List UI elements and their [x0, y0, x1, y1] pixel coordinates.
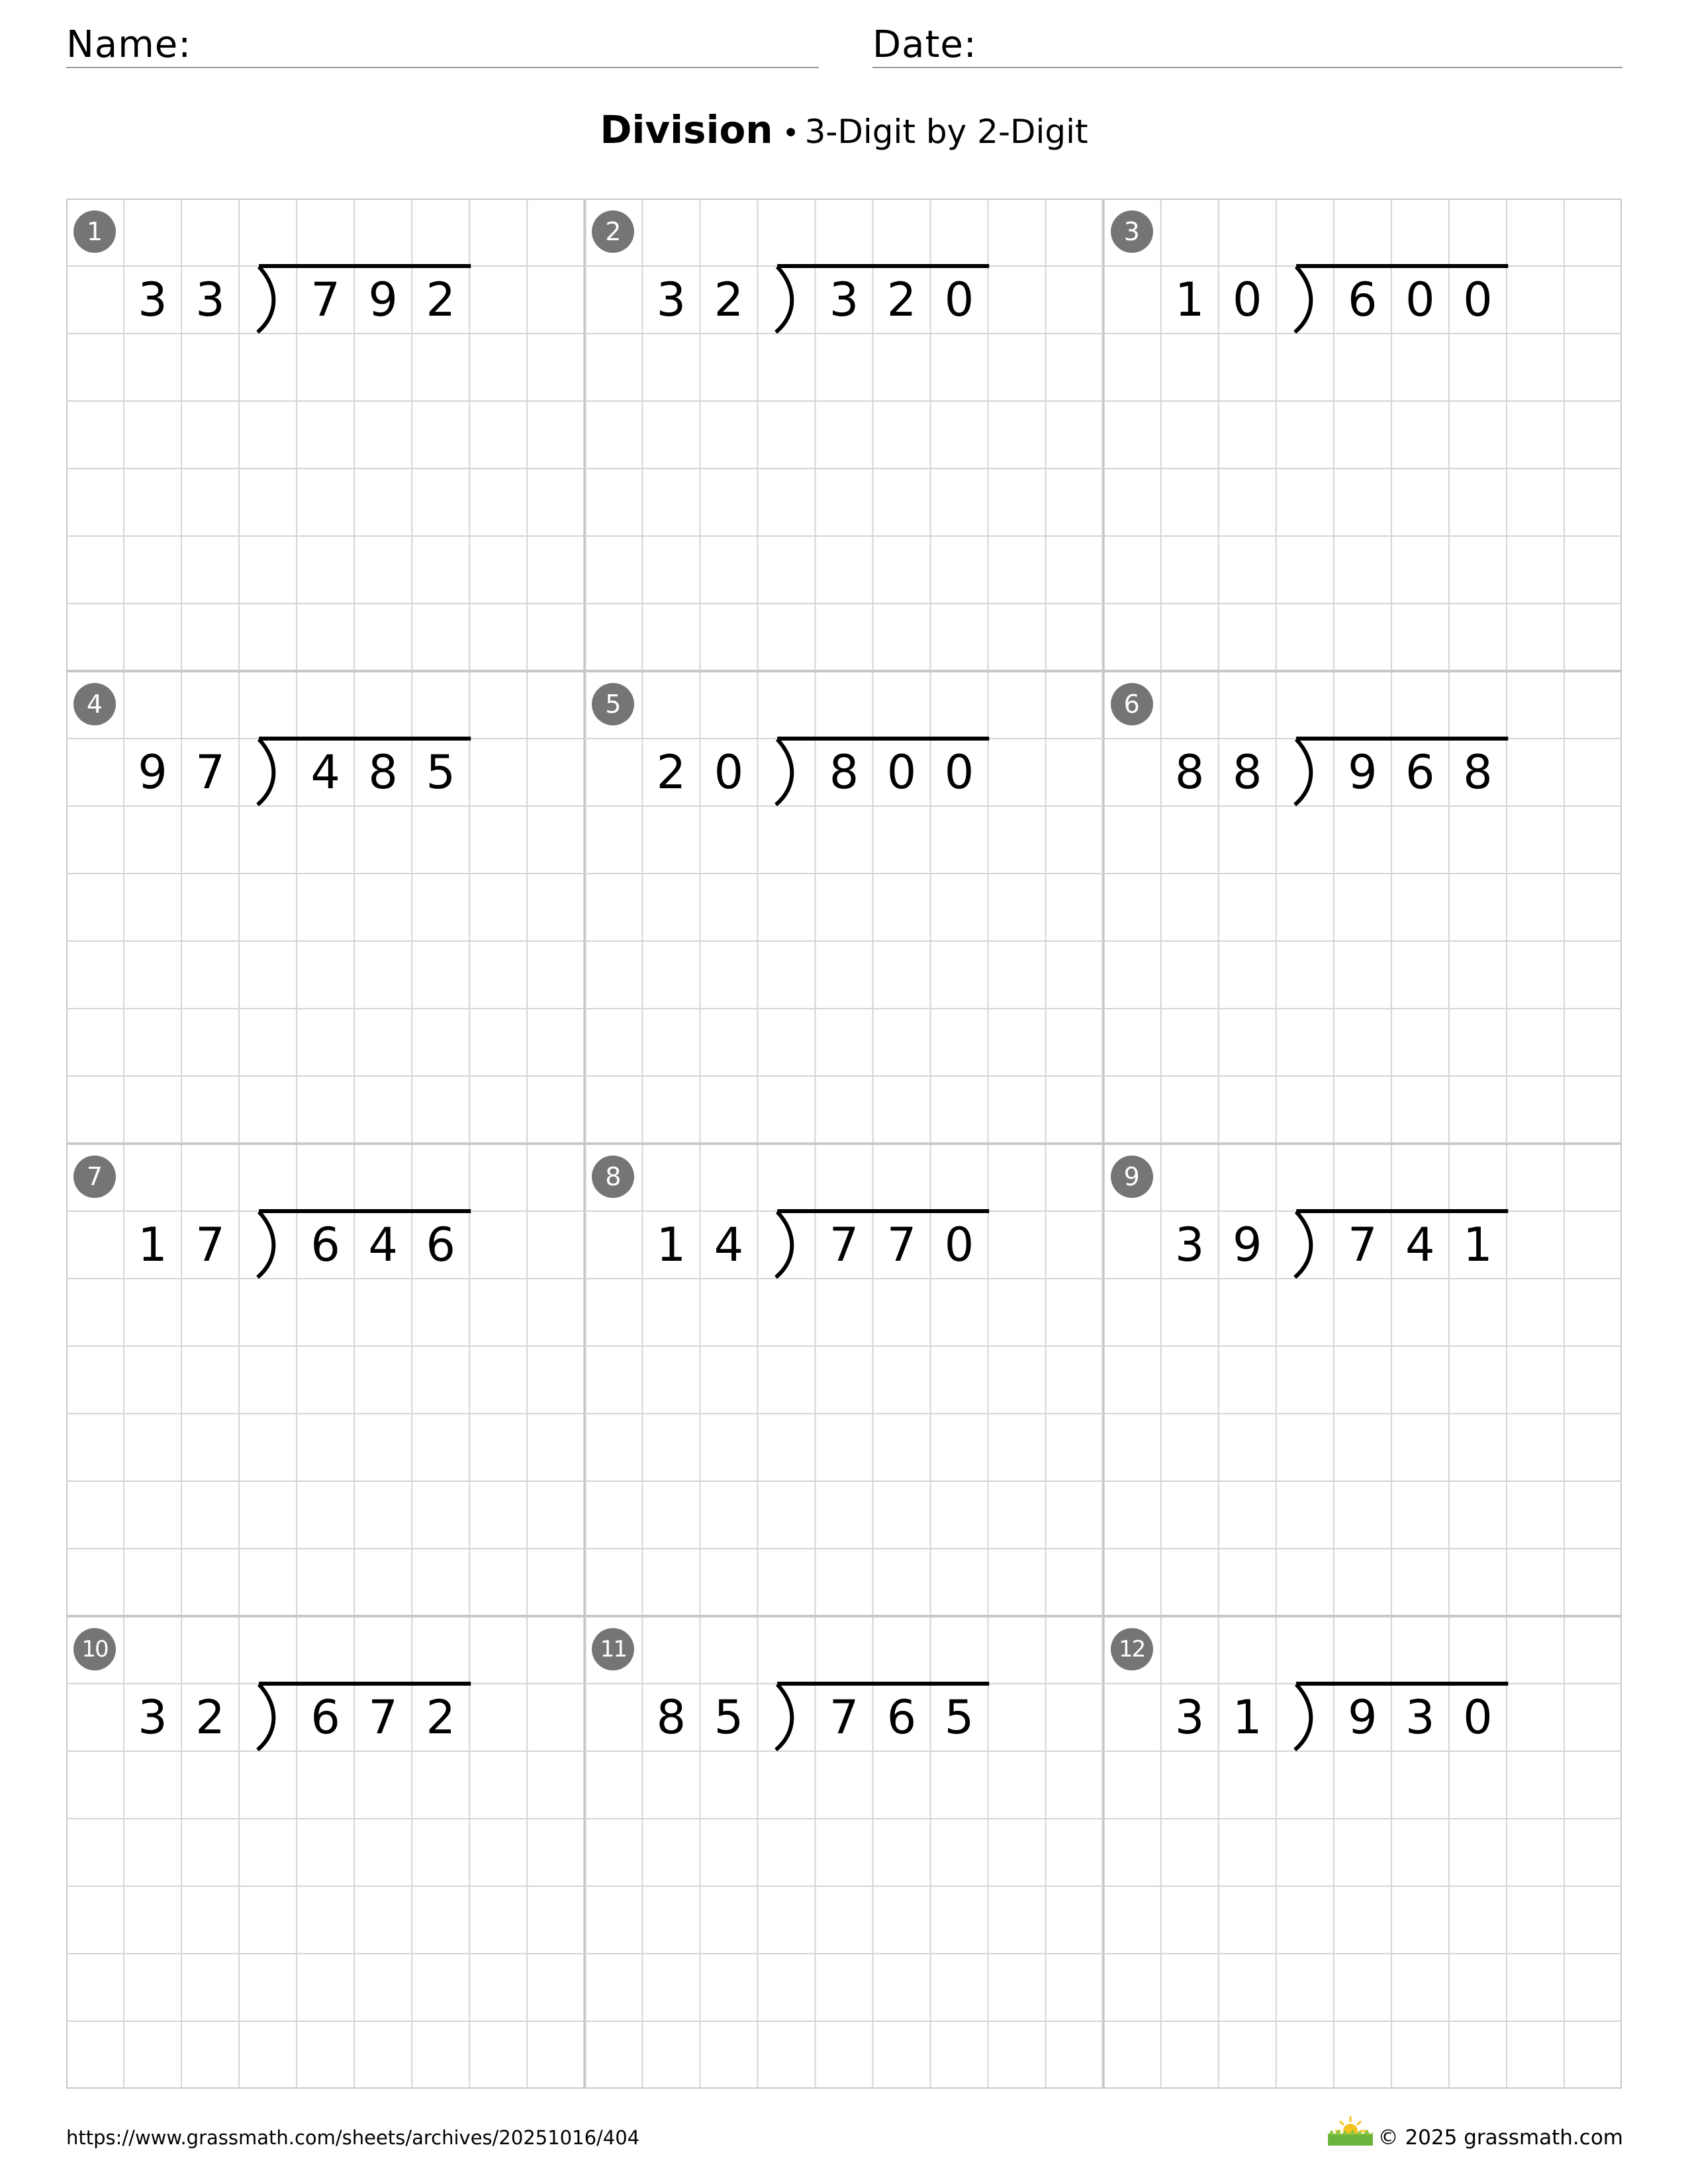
- divisor-digit: 0: [714, 745, 744, 799]
- dividend-digit: 5: [944, 1690, 974, 1745]
- dividend-digit: 3: [1405, 1690, 1435, 1745]
- problem-number-badge: 3: [1111, 210, 1153, 253]
- problem-number-badge: 5: [592, 683, 634, 725]
- dividend-digit: 2: [886, 273, 917, 327]
- name-line[interactable]: [66, 67, 819, 68]
- problem-number-badge: 6: [1111, 683, 1153, 725]
- problem-10: [66, 1616, 585, 2089]
- footer-copyright: © 2025 grassmath.com: [1378, 2126, 1623, 2150]
- divisor-digit: 9: [1232, 1218, 1262, 1272]
- dividend-digit: 6: [310, 1690, 340, 1745]
- problem-number-badge: 9: [1111, 1156, 1153, 1198]
- dividend-digit: 1: [1463, 1218, 1493, 1272]
- problem-5: [585, 671, 1103, 1144]
- problem-12: [1103, 1616, 1622, 2089]
- divisor-digit: 1: [1174, 273, 1205, 327]
- dividend-digit: 6: [886, 1690, 917, 1745]
- dividend-digit: 7: [368, 1690, 398, 1745]
- bracket-curve: [1295, 1212, 1311, 1277]
- dividend-digit: 0: [944, 1218, 974, 1272]
- problem-grid: [66, 199, 1622, 2089]
- dividend-digit: 6: [310, 1218, 340, 1272]
- divisor-digit: 3: [195, 273, 225, 327]
- divisor-digit: 3: [1174, 1690, 1205, 1745]
- dividend-digit: 9: [1348, 745, 1378, 799]
- division-bracket: [66, 1144, 585, 1289]
- division-bracket: [66, 1616, 585, 1762]
- bracket-curve: [1295, 739, 1311, 805]
- date-line[interactable]: [872, 67, 1622, 68]
- divisor-digit: 8: [1232, 745, 1262, 799]
- divisor-digit: 3: [1174, 1218, 1205, 1272]
- dividend-digit: 0: [1463, 1690, 1493, 1745]
- dividend-digit: 5: [426, 745, 455, 799]
- division-bracket: [585, 671, 1103, 817]
- problem-number-badge: 11: [592, 1628, 634, 1670]
- problem-7: [66, 1144, 585, 1616]
- bracket-curve: [1295, 267, 1311, 332]
- dividend-digit: 8: [829, 745, 859, 799]
- problem-9: [1103, 1144, 1622, 1616]
- division-bracket: [585, 199, 1103, 344]
- division-bracket: [66, 671, 585, 817]
- problem-1: [66, 199, 585, 671]
- dividend-digit: 0: [1405, 273, 1435, 327]
- divisor-digit: 5: [714, 1690, 744, 1745]
- problem-4: [66, 671, 585, 1144]
- divisor-digit: 4: [714, 1218, 744, 1272]
- bracket-curve: [776, 1684, 792, 1750]
- problem-number-badge: 12: [1111, 1628, 1153, 1670]
- dividend-digit: 4: [368, 1218, 398, 1272]
- problem-number-badge: 2: [592, 210, 634, 253]
- dividend-digit: 7: [829, 1690, 859, 1745]
- division-bracket: [1103, 1144, 1622, 1289]
- divisor-digit: 1: [138, 1218, 167, 1272]
- division-bracket: [1103, 1616, 1622, 1762]
- title-main: Division: [600, 107, 773, 152]
- bracket-curve: [258, 1212, 273, 1277]
- problem-number-badge: 7: [73, 1156, 116, 1198]
- problem-number-badge: 8: [592, 1156, 634, 1198]
- bracket-curve: [1295, 1684, 1311, 1750]
- problem-8: [585, 1144, 1103, 1616]
- dividend-digit: 4: [1405, 1218, 1435, 1272]
- divisor-digit: 0: [1232, 273, 1262, 327]
- dividend-digit: 6: [1405, 745, 1435, 799]
- worksheet-title: [0, 105, 1688, 159]
- division-bracket: [66, 199, 585, 344]
- bracket-curve: [776, 1212, 792, 1277]
- problem-3: [1103, 199, 1622, 671]
- problem-2: [585, 199, 1103, 671]
- divisor-digit: 7: [195, 745, 225, 799]
- dividend-digit: 6: [426, 1218, 455, 1272]
- dividend-digit: 9: [1348, 1690, 1378, 1745]
- grass-logo-icon: [1327, 2115, 1374, 2147]
- division-bracket: [1103, 671, 1622, 817]
- dividend-digit: 7: [829, 1218, 859, 1272]
- divisor-digit: 2: [195, 1690, 225, 1745]
- dividend-digit: 0: [944, 273, 974, 327]
- divisor-digit: 2: [656, 745, 686, 799]
- problem-number-badge: 4: [73, 683, 116, 725]
- problem-number-badge: 10: [73, 1628, 116, 1670]
- bracket-curve: [776, 739, 792, 805]
- name-label: Name:: [66, 23, 192, 66]
- dividend-digit: 0: [1463, 273, 1493, 327]
- dividend-digit: 7: [886, 1218, 917, 1272]
- divisor-digit: 3: [138, 273, 167, 327]
- bracket-curve: [258, 739, 273, 805]
- division-bracket: [585, 1144, 1103, 1289]
- divisor-digit: 2: [714, 273, 744, 327]
- divisor-digit: 1: [1232, 1690, 1262, 1745]
- problem-number-badge: 1: [73, 210, 116, 253]
- dividend-digit: 2: [426, 1690, 455, 1745]
- divisor-digit: 8: [1174, 745, 1205, 799]
- divisor-digit: 8: [656, 1690, 686, 1745]
- title-subtitle: 3-Digit by 2-Digit: [804, 113, 1088, 151]
- dividend-digit: 2: [426, 273, 455, 327]
- division-bracket: [585, 1616, 1103, 1762]
- dividend-digit: 8: [368, 745, 398, 799]
- dividend-digit: 7: [1348, 1218, 1378, 1272]
- divisor-digit: 1: [656, 1218, 686, 1272]
- divisor-digit: 3: [656, 273, 686, 327]
- footer-url: https://www.grassmath.com/sheets/archives/20251016/404: [66, 2126, 640, 2149]
- dividend-digit: 4: [310, 745, 340, 799]
- dividend-digit: 6: [1348, 273, 1378, 327]
- dividend-digit: 8: [1463, 745, 1493, 799]
- date-label: Date:: [872, 23, 977, 66]
- dividend-digit: 0: [944, 745, 974, 799]
- dividend-digit: 3: [829, 273, 859, 327]
- dividend-digit: 9: [368, 273, 398, 327]
- division-bracket: [1103, 199, 1622, 344]
- title-separator: •: [782, 116, 800, 150]
- dividend-digit: 0: [886, 745, 917, 799]
- problem-11: [585, 1616, 1103, 2089]
- bracket-curve: [258, 267, 273, 332]
- divisor-digit: 7: [195, 1218, 225, 1272]
- bracket-curve: [258, 1684, 273, 1750]
- bracket-curve: [776, 267, 792, 332]
- divisor-digit: 3: [138, 1690, 167, 1745]
- dividend-digit: 7: [310, 273, 340, 327]
- divisor-digit: 9: [138, 745, 167, 799]
- problem-6: [1103, 671, 1622, 1144]
